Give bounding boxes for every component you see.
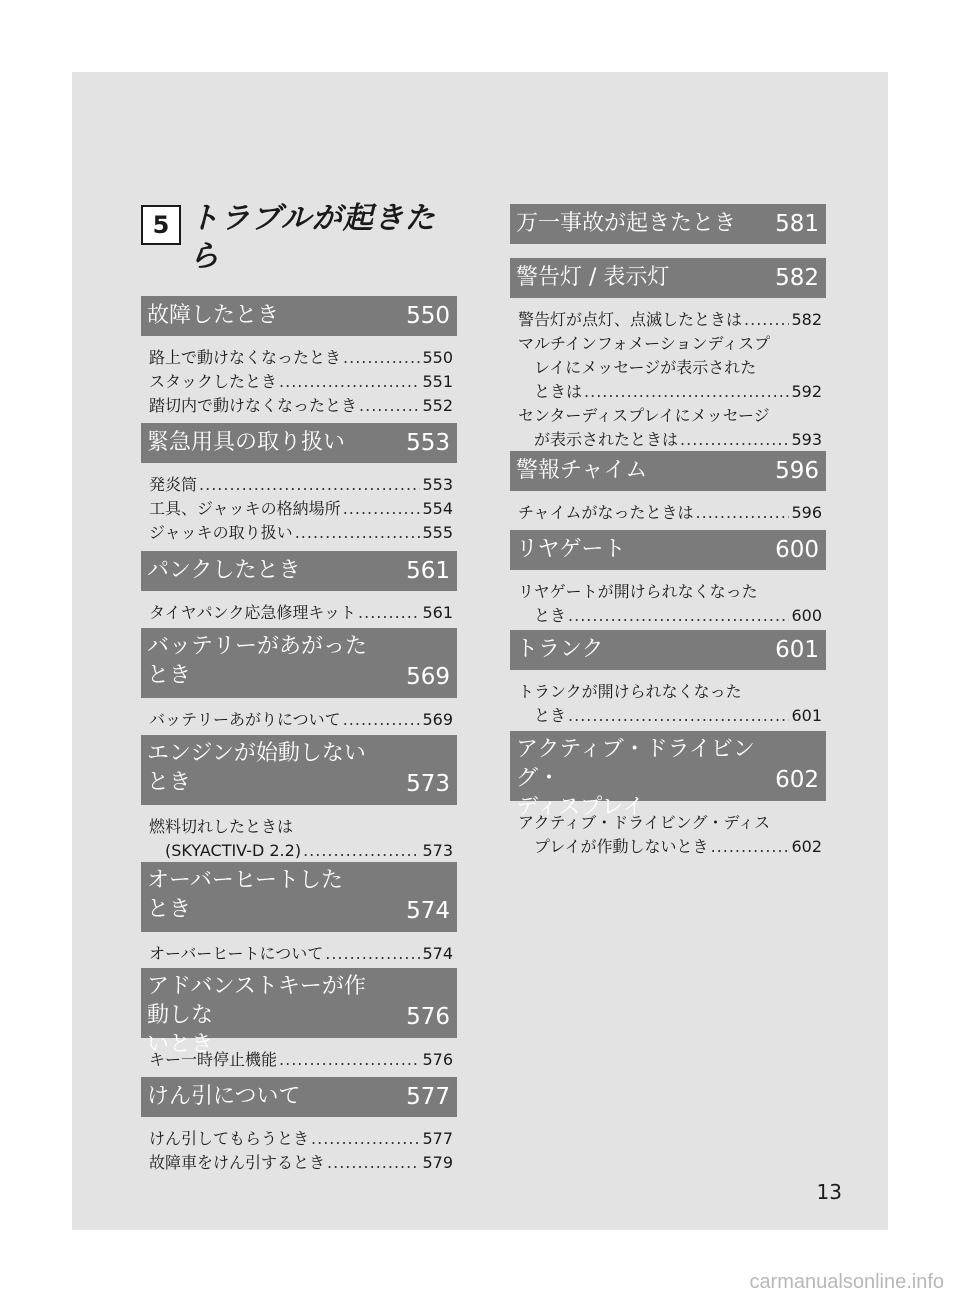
entry-text: オーバーヒートについて (149, 944, 324, 963)
entry-text-line: リヤゲートが開けられなくなった (518, 582, 758, 601)
section-header[interactable] (141, 862, 457, 932)
chapter-title: トラブルが起きたら (189, 201, 436, 274)
section-header[interactable] (141, 735, 457, 805)
entry-text-line: とき (534, 706, 567, 725)
toc-section (510, 530, 826, 628)
toc-section (510, 630, 826, 728)
toc-section (141, 628, 457, 732)
entry-list (141, 805, 457, 863)
entry-page-number: 593 (791, 430, 822, 449)
entry-page-number: 602 (791, 837, 822, 856)
section-title: オーバーヒートした とき (147, 868, 344, 922)
chapter-header (141, 200, 457, 280)
entry-page-number: 600 (791, 606, 822, 625)
section-header[interactable] (141, 1077, 457, 1117)
page-number: 13 (816, 1180, 842, 1204)
dot-leader (327, 1151, 420, 1175)
dot-leader (711, 835, 790, 859)
entry-list (510, 670, 826, 728)
entry-text-line: (SKYACTIV-D 2.2) (165, 841, 302, 860)
dot-leader (279, 370, 420, 394)
entry-list (141, 463, 457, 545)
toc-entry[interactable] (518, 332, 822, 404)
entry-page-number: 569 (422, 710, 453, 729)
toc-section (510, 451, 826, 525)
entry-text-line: プレイが作動しないとき (534, 837, 709, 856)
toc-entry[interactable] (149, 942, 453, 966)
section-page-number: 573 (406, 771, 450, 797)
section-page-number: 596 (775, 458, 819, 484)
toc-entry[interactable] (149, 346, 453, 370)
section-page-number: 581 (775, 211, 819, 237)
entry-text: タイヤパンク応急修理キット (149, 603, 357, 622)
dot-leader (311, 1127, 420, 1151)
entry-page-number: 555 (422, 523, 453, 542)
section-title: トランク (516, 637, 604, 662)
dot-leader (680, 428, 789, 452)
entry-page-number: 574 (422, 944, 453, 963)
toc-entry[interactable] (149, 601, 453, 625)
toc-section (141, 968, 457, 1072)
entry-page-number: 582 (791, 310, 822, 329)
section-header[interactable] (141, 968, 457, 1057)
entry-last-line (518, 604, 822, 628)
section-page-number: 600 (775, 537, 819, 563)
section-header[interactable] (141, 296, 457, 336)
entry-list (510, 570, 826, 628)
toc-entry[interactable] (149, 394, 453, 418)
toc-entry[interactable] (149, 497, 453, 521)
dot-leader (343, 497, 421, 521)
entry-last-line (149, 839, 453, 863)
section-header[interactable] (510, 451, 826, 491)
section-header[interactable] (510, 258, 826, 298)
section-title: 警報チャイム (516, 458, 648, 483)
entry-text-line: センターディスプレイにメッセージ (518, 406, 770, 425)
entry-page-number: 561 (422, 603, 453, 622)
entry-text: キー一時停止機能 (149, 1050, 278, 1069)
section-header[interactable] (510, 630, 826, 670)
dot-leader (568, 704, 789, 728)
section-title: アドバンストキーが作動しな いとき (147, 974, 366, 1057)
section-page-number: 602 (775, 767, 819, 793)
toc-section (141, 423, 457, 545)
entry-list (141, 698, 457, 732)
section-title: リヤゲート (516, 537, 626, 562)
entry-list (141, 336, 457, 418)
toc-entry[interactable] (149, 708, 453, 732)
entry-text: 踏切内で動けなくなったとき (149, 396, 358, 415)
entry-page-number: 573 (422, 841, 453, 860)
section-page-number: 582 (775, 265, 819, 291)
dot-leader (199, 473, 420, 497)
toc-entry[interactable] (149, 521, 453, 545)
dot-leader (358, 601, 420, 625)
section-page-number: 569 (406, 664, 450, 690)
entry-page-number: 601 (791, 706, 822, 725)
section-title: 故障したとき (147, 303, 280, 328)
toc-section (141, 862, 457, 966)
entry-text-line: とき (534, 606, 567, 625)
dot-leader (325, 942, 420, 966)
section-title: エンジンが始動しない とき (147, 741, 366, 795)
entry-page-number: 579 (422, 1153, 453, 1172)
entry-page-number: 592 (791, 382, 822, 401)
toc-section (141, 1077, 457, 1175)
entry-last-line (518, 704, 822, 728)
section-header[interactable] (141, 628, 457, 698)
entry-text: けん引してもらうとき (149, 1129, 310, 1148)
dot-leader (359, 394, 420, 418)
toc-section (510, 731, 826, 859)
toc-section (510, 258, 826, 452)
section-header[interactable] (141, 423, 457, 463)
entry-text: 発炎筒 (149, 475, 198, 494)
dot-leader (568, 604, 789, 628)
entry-text-line: ときは (534, 382, 583, 401)
toc-entry[interactable] (518, 680, 822, 728)
entry-text-line: レイにメッセージが表示された (534, 358, 757, 377)
entry-list (141, 932, 457, 966)
section-title: 万一事故が起きたとき (516, 211, 737, 236)
entry-text-line: トランクが開けられなくなった (518, 682, 742, 701)
entry-last-line (518, 835, 822, 859)
entry-text: バッテリーあがりについて (149, 710, 341, 729)
toc-entry[interactable] (518, 404, 822, 452)
entry-page-number: 553 (422, 475, 453, 494)
toc-section (141, 551, 457, 625)
section-title: バッテリーがあがった とき (147, 634, 368, 688)
toc-entry[interactable] (149, 473, 453, 497)
toc-entry[interactable] (149, 815, 453, 863)
section-page-number: 601 (775, 637, 819, 663)
watermark: carmanualsonline.info (749, 1271, 944, 1293)
entry-text: スタックしたとき (149, 372, 278, 391)
section-header[interactable] (510, 530, 826, 570)
dot-leader (343, 708, 421, 732)
toc-section (510, 204, 826, 244)
section-page-number: 577 (406, 1084, 450, 1110)
dot-leader (744, 308, 789, 332)
entry-page-number: 554 (422, 499, 453, 518)
entry-page-number: 577 (422, 1129, 453, 1148)
entry-page-number: 552 (422, 396, 453, 415)
entry-page-number: 576 (422, 1050, 453, 1069)
section-header[interactable] (510, 204, 826, 244)
toc-entry[interactable] (518, 308, 822, 332)
entry-text: 路上で動けなくなったとき (149, 348, 342, 367)
section-page-number: 553 (406, 430, 450, 456)
section-title: 緊急用具の取り扱い (147, 430, 346, 455)
entry-text: チャイムがなったときは (518, 503, 694, 522)
section-page-number: 576 (406, 1004, 450, 1030)
entry-last-line (518, 380, 822, 404)
toc-entry[interactable] (149, 1127, 453, 1151)
entry-page-number: 551 (422, 372, 453, 391)
entry-list (510, 298, 826, 452)
dot-leader (303, 839, 420, 863)
entry-page-number: 550 (422, 348, 453, 367)
section-page-number: 574 (406, 898, 450, 924)
entry-text: ジャッキの取り扱い (149, 523, 293, 542)
dot-leader (696, 501, 790, 525)
entry-text: 工具、ジャッキの格納場所 (149, 499, 341, 518)
dot-leader (343, 346, 420, 370)
chapter-number: 5 (141, 205, 181, 245)
section-title: けん引について (147, 1084, 301, 1109)
entry-list (141, 591, 457, 625)
entry-text: 警告灯が点灯、点滅したときは (518, 310, 743, 329)
section-title: アクティブ・ドライビング・ ディスプレイ (516, 737, 755, 820)
section-title: 警告灯 / 表示灯 (516, 265, 670, 290)
toc-entry[interactable] (518, 501, 822, 525)
section-page-number: 561 (406, 558, 450, 584)
entry-text-line: 燃料切れしたときは (149, 817, 294, 836)
entry-page-number: 596 (791, 503, 822, 522)
section-page-number: 550 (406, 303, 450, 329)
entry-list (510, 491, 826, 525)
section-header[interactable] (510, 731, 826, 820)
toc-entry[interactable] (149, 1151, 453, 1175)
toc-entry[interactable] (518, 580, 822, 628)
toc-section (141, 735, 457, 863)
entry-text-line: マルチインフォメーションディスプ (518, 334, 771, 353)
section-header[interactable] (141, 551, 457, 591)
toc-entry[interactable] (149, 370, 453, 394)
entry-text-line: アクティブ・ドライビング・ディス (518, 813, 771, 832)
dot-leader (584, 380, 789, 404)
entry-list (141, 1117, 457, 1175)
entry-text: 故障車をけん引するとき (149, 1153, 326, 1172)
entry-text-line: が表示されたときは (534, 430, 679, 449)
toc-section (141, 296, 457, 418)
section-title: パンクしたとき (147, 558, 301, 583)
entry-last-line (518, 428, 822, 452)
dot-leader (295, 521, 421, 545)
